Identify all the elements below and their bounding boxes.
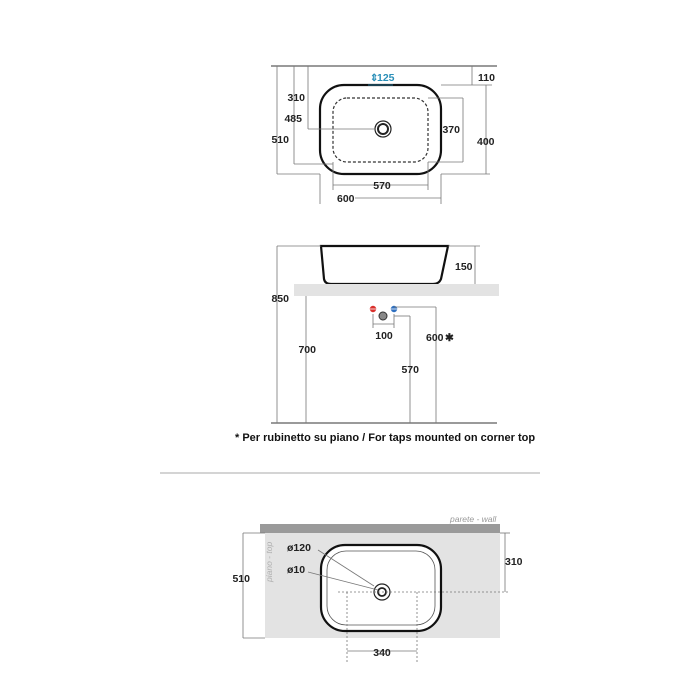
waste-outlet-icon [379,312,387,320]
dim-label-340: 340 [373,647,391,659]
dim-label-700: 700 [298,344,316,356]
basin-side-profile [321,246,448,284]
countertop [294,284,499,296]
taps-footnote: * Per rubinetto su piano / For taps mounted on corner top [235,432,536,444]
dim-label-110: 110 [478,72,495,84]
wall-label: parete - wall [450,514,497,524]
top-label: piano - top [264,541,274,582]
dim-label-dia120: ø120 [287,542,311,554]
drain-icon [375,121,391,137]
asterisk-icon: ✱ [445,332,454,344]
top-view [271,66,497,205]
wall-strip [260,524,500,533]
dim-label-570-side: 570 [401,364,419,376]
dim-label-370: 370 [442,124,460,136]
dim-label-400: 400 [477,136,495,148]
dim-label-510-plan: 510 [232,573,250,585]
dim-label-570: 570 [373,180,391,192]
dim-label-125: 125 [377,72,395,84]
dim-label-dia10: ø10 [287,564,306,576]
dim-label-850: 850 [271,293,289,305]
dim-label-310: 310 [287,92,305,104]
dim-label-600-side: 600 [426,332,444,344]
dim-label-485: 485 [284,113,302,125]
dim-label-310-plan: 310 [505,556,523,568]
dim-label-600: 600 [337,193,355,205]
plan-view [232,514,522,664]
hot-water-tap-icon [370,306,376,312]
basin-inner-bowl [333,98,428,162]
basin-outer-rim [320,85,441,174]
dim-label-150: 150 [455,261,473,273]
height-adjust-icon: ⇕ [370,73,379,84]
dim-label-100: 100 [375,330,393,342]
side-view [271,246,499,423]
dim-label-510: 510 [271,134,289,146]
